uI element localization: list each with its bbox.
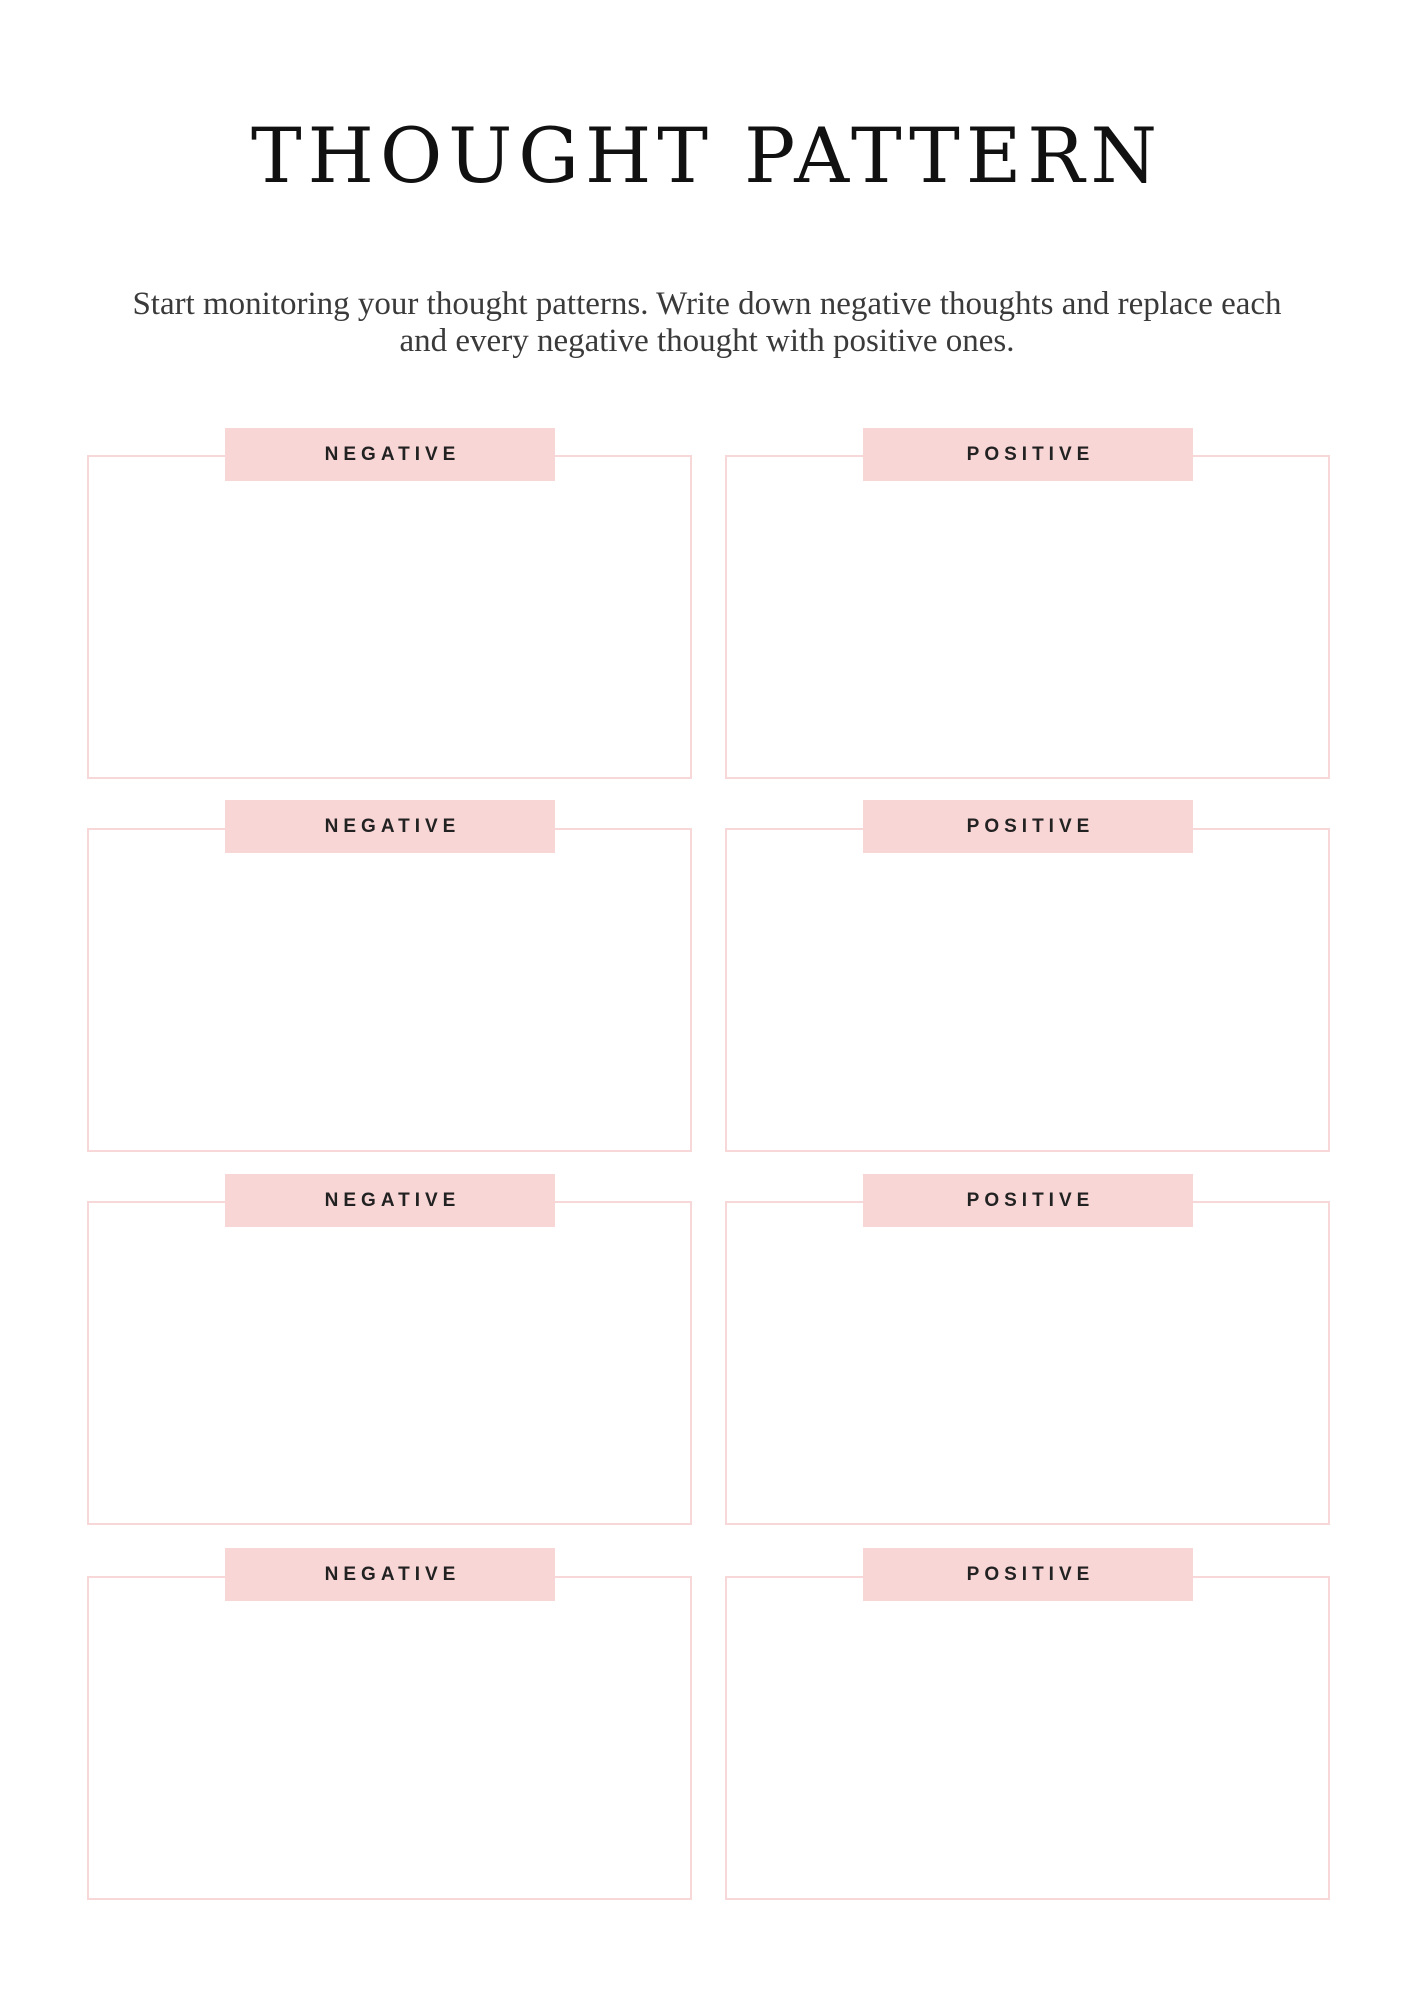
negative-label: NEGATIVE bbox=[225, 1174, 555, 1227]
negative-label: NEGATIVE bbox=[225, 800, 555, 853]
positive-label: POSITIVE bbox=[863, 800, 1193, 853]
negative-thought-box[interactable] bbox=[87, 1576, 692, 1900]
negative-thought-box[interactable] bbox=[87, 828, 692, 1152]
negative-label: NEGATIVE bbox=[225, 428, 555, 481]
positive-label: POSITIVE bbox=[863, 428, 1193, 481]
positive-thought-box[interactable] bbox=[725, 1201, 1330, 1525]
negative-label: NEGATIVE bbox=[225, 1548, 555, 1601]
positive-thought-box[interactable] bbox=[725, 828, 1330, 1152]
positive-label: POSITIVE bbox=[863, 1548, 1193, 1601]
instructions-text: Start monitoring your thought patterns. Write down negative thoughts and replace each and every negative thought with positive ones. bbox=[132, 286, 1282, 359]
negative-thought-box[interactable] bbox=[87, 1201, 692, 1525]
negative-thought-box[interactable] bbox=[87, 455, 692, 779]
positive-thought-box[interactable] bbox=[725, 1576, 1330, 1900]
positive-label: POSITIVE bbox=[863, 1174, 1193, 1227]
page-title: THOUGHT PATTERN bbox=[250, 111, 1164, 200]
positive-thought-box[interactable] bbox=[725, 455, 1330, 779]
